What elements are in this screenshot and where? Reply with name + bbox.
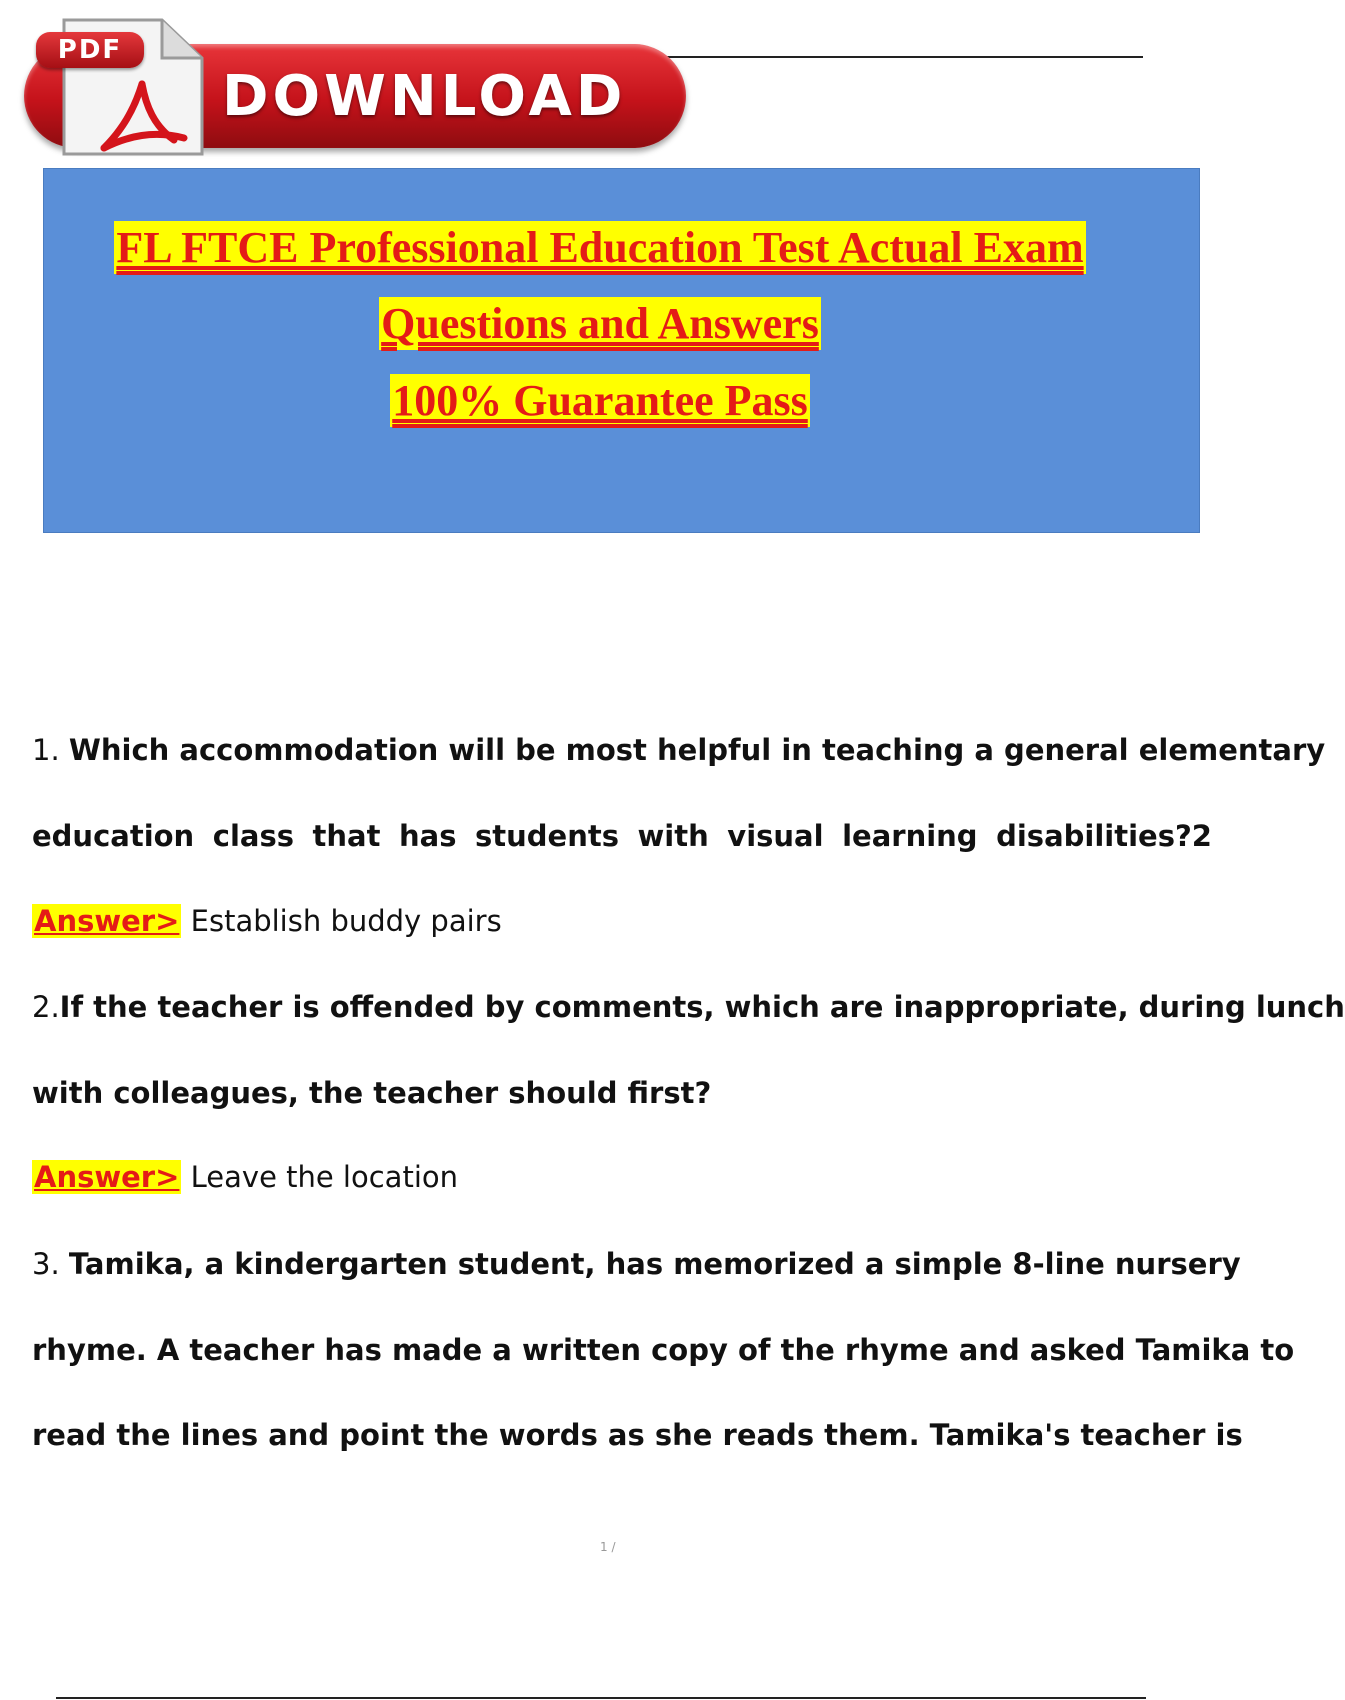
answer-text: Establish buddy pairs bbox=[190, 904, 502, 938]
question-1-line-2: education class that has students with visual learning disabilities?2 bbox=[32, 819, 1212, 853]
answer-2 bbox=[32, 1160, 458, 1194]
question-3-line-1: 3. Tamika, a kindergarten student, has memorized a simple 8-line nursery bbox=[32, 1247, 1241, 1281]
pdf-tag: PDF bbox=[36, 32, 144, 68]
top-rule bbox=[660, 56, 1143, 58]
page-number: 1 / bbox=[600, 1540, 616, 1554]
answer-text: Leave the location bbox=[190, 1160, 458, 1194]
question-2-line-1: 2.If the teacher is offended by comments, which are inappropriate, during lunch bbox=[32, 990, 1345, 1024]
question-3-line-3: read the lines and point the words as she reads them. Tamika's teacher is bbox=[32, 1418, 1243, 1452]
download-label: DOWNLOAD bbox=[222, 64, 627, 129]
question-3-line-2: rhyme. A teacher has made a written copy of the rhyme and asked Tamika to bbox=[32, 1333, 1295, 1367]
title-line-2: Questions and Answers bbox=[381, 299, 819, 348]
bottom-rule bbox=[56, 1697, 1146, 1699]
title-line-1: FL FTCE Professional Education Test Actual Exam bbox=[116, 223, 1084, 272]
question-1-line-1: 1. Which accommodation will be most helpful in teaching a general elementary bbox=[32, 733, 1326, 767]
question-2-line-2: with colleagues, the teacher should first? bbox=[32, 1076, 712, 1110]
answer-label: Answer> bbox=[34, 904, 180, 938]
answer-label: Answer> bbox=[34, 1160, 180, 1194]
answer-1 bbox=[32, 904, 502, 938]
title-line-3: 100% Guarantee Pass bbox=[392, 376, 808, 425]
